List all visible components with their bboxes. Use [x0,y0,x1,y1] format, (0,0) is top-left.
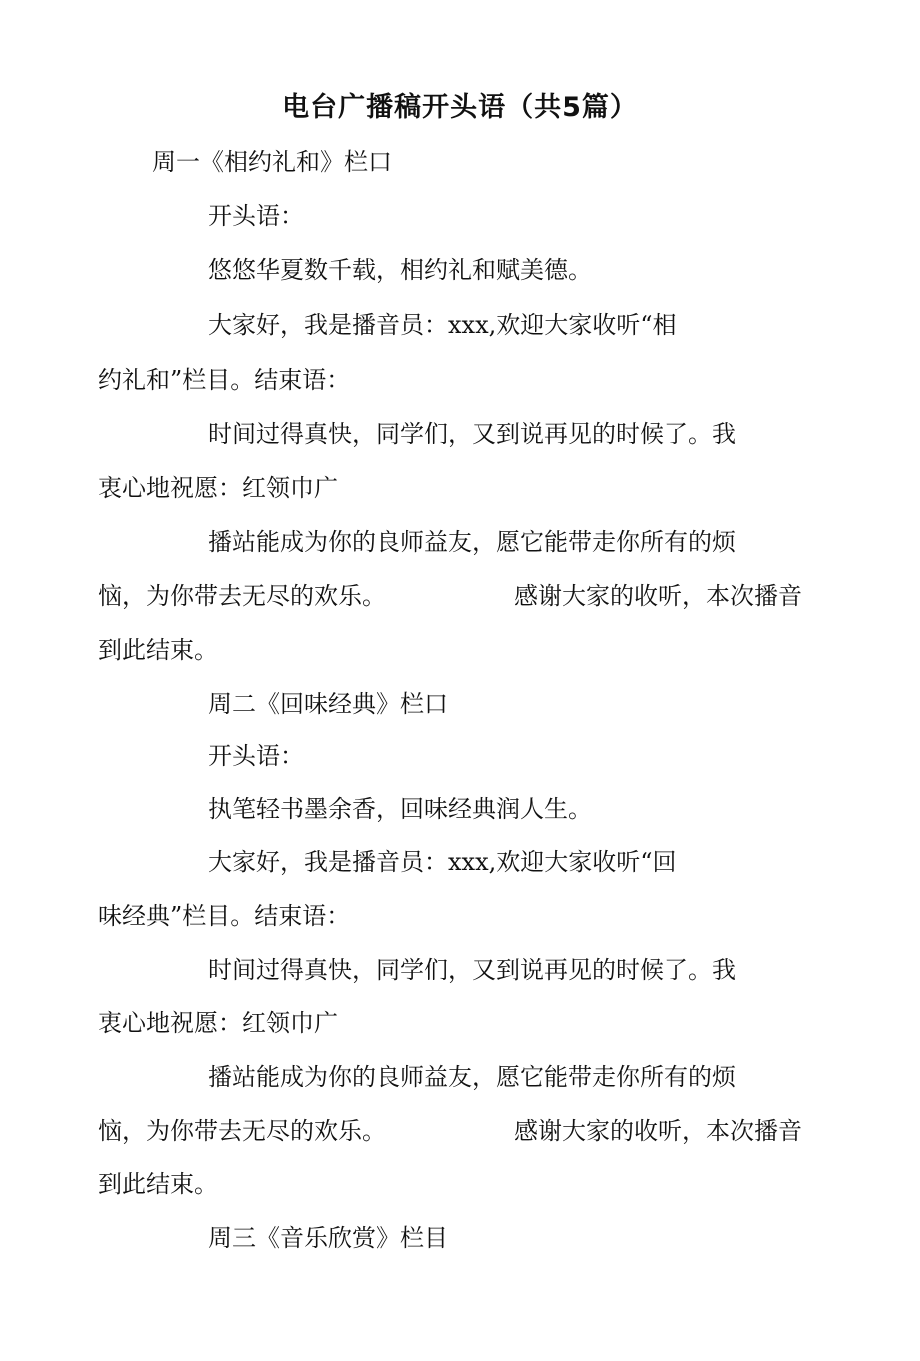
opening-verse: 执笔轻书墨余香，回味经典润人生。 [208,795,592,823]
closing-line: 时间过得真快，同学们，又到说再见的时候了。我 [208,956,736,984]
closing-wish: 播站能成为你的良师益友，愿它能带走你所有的烦 [208,528,736,556]
closing-line-continued: 衷心地祝愿：红领巾广 [98,1009,338,1037]
section-heading-monday: 周一《相约礼和》栏口 [152,148,392,176]
closing-line-continued: 衷心地祝愿：红领巾广 [98,474,338,502]
section-heading-wednesday: 周三《音乐欣赏》栏目 [208,1224,448,1252]
closing-end: 到此结束。 [98,1170,218,1198]
greeting-line-continued: 味经典”栏目。结束语： [98,902,351,930]
opening-label: 开头语： [208,202,304,230]
closing-line: 时间过得真快，同学们，又到说再见的时候了。我 [208,420,736,448]
closing-end: 到此结束。 [98,636,218,664]
greeting-line: 大家好，我是播音员：xxx,欢迎大家收听“相 [208,311,677,339]
opening-label: 开头语： [208,742,304,770]
greeting-line: 大家好，我是播音员：xxx,欢迎大家收听“回 [208,848,677,876]
opening-verse: 悠悠华夏数千载，相约礼和赋美德。 [208,256,592,284]
greeting-line-continued: 约礼和”栏目。结束语： [98,366,351,394]
section-heading-tuesday: 周二《回味经典》栏口 [208,690,448,718]
document-title: 电台广播稿开头语（共5篇） [282,92,638,123]
closing-wish-continued: 恼，为你带去无尽的欢乐。 感谢大家的收听，本次播音 [98,1117,802,1145]
closing-wish-continued: 恼，为你带去无尽的欢乐。 感谢大家的收听，本次播音 [98,582,802,610]
closing-wish: 播站能成为你的良师益友，愿它能带走你所有的烦 [208,1063,736,1091]
